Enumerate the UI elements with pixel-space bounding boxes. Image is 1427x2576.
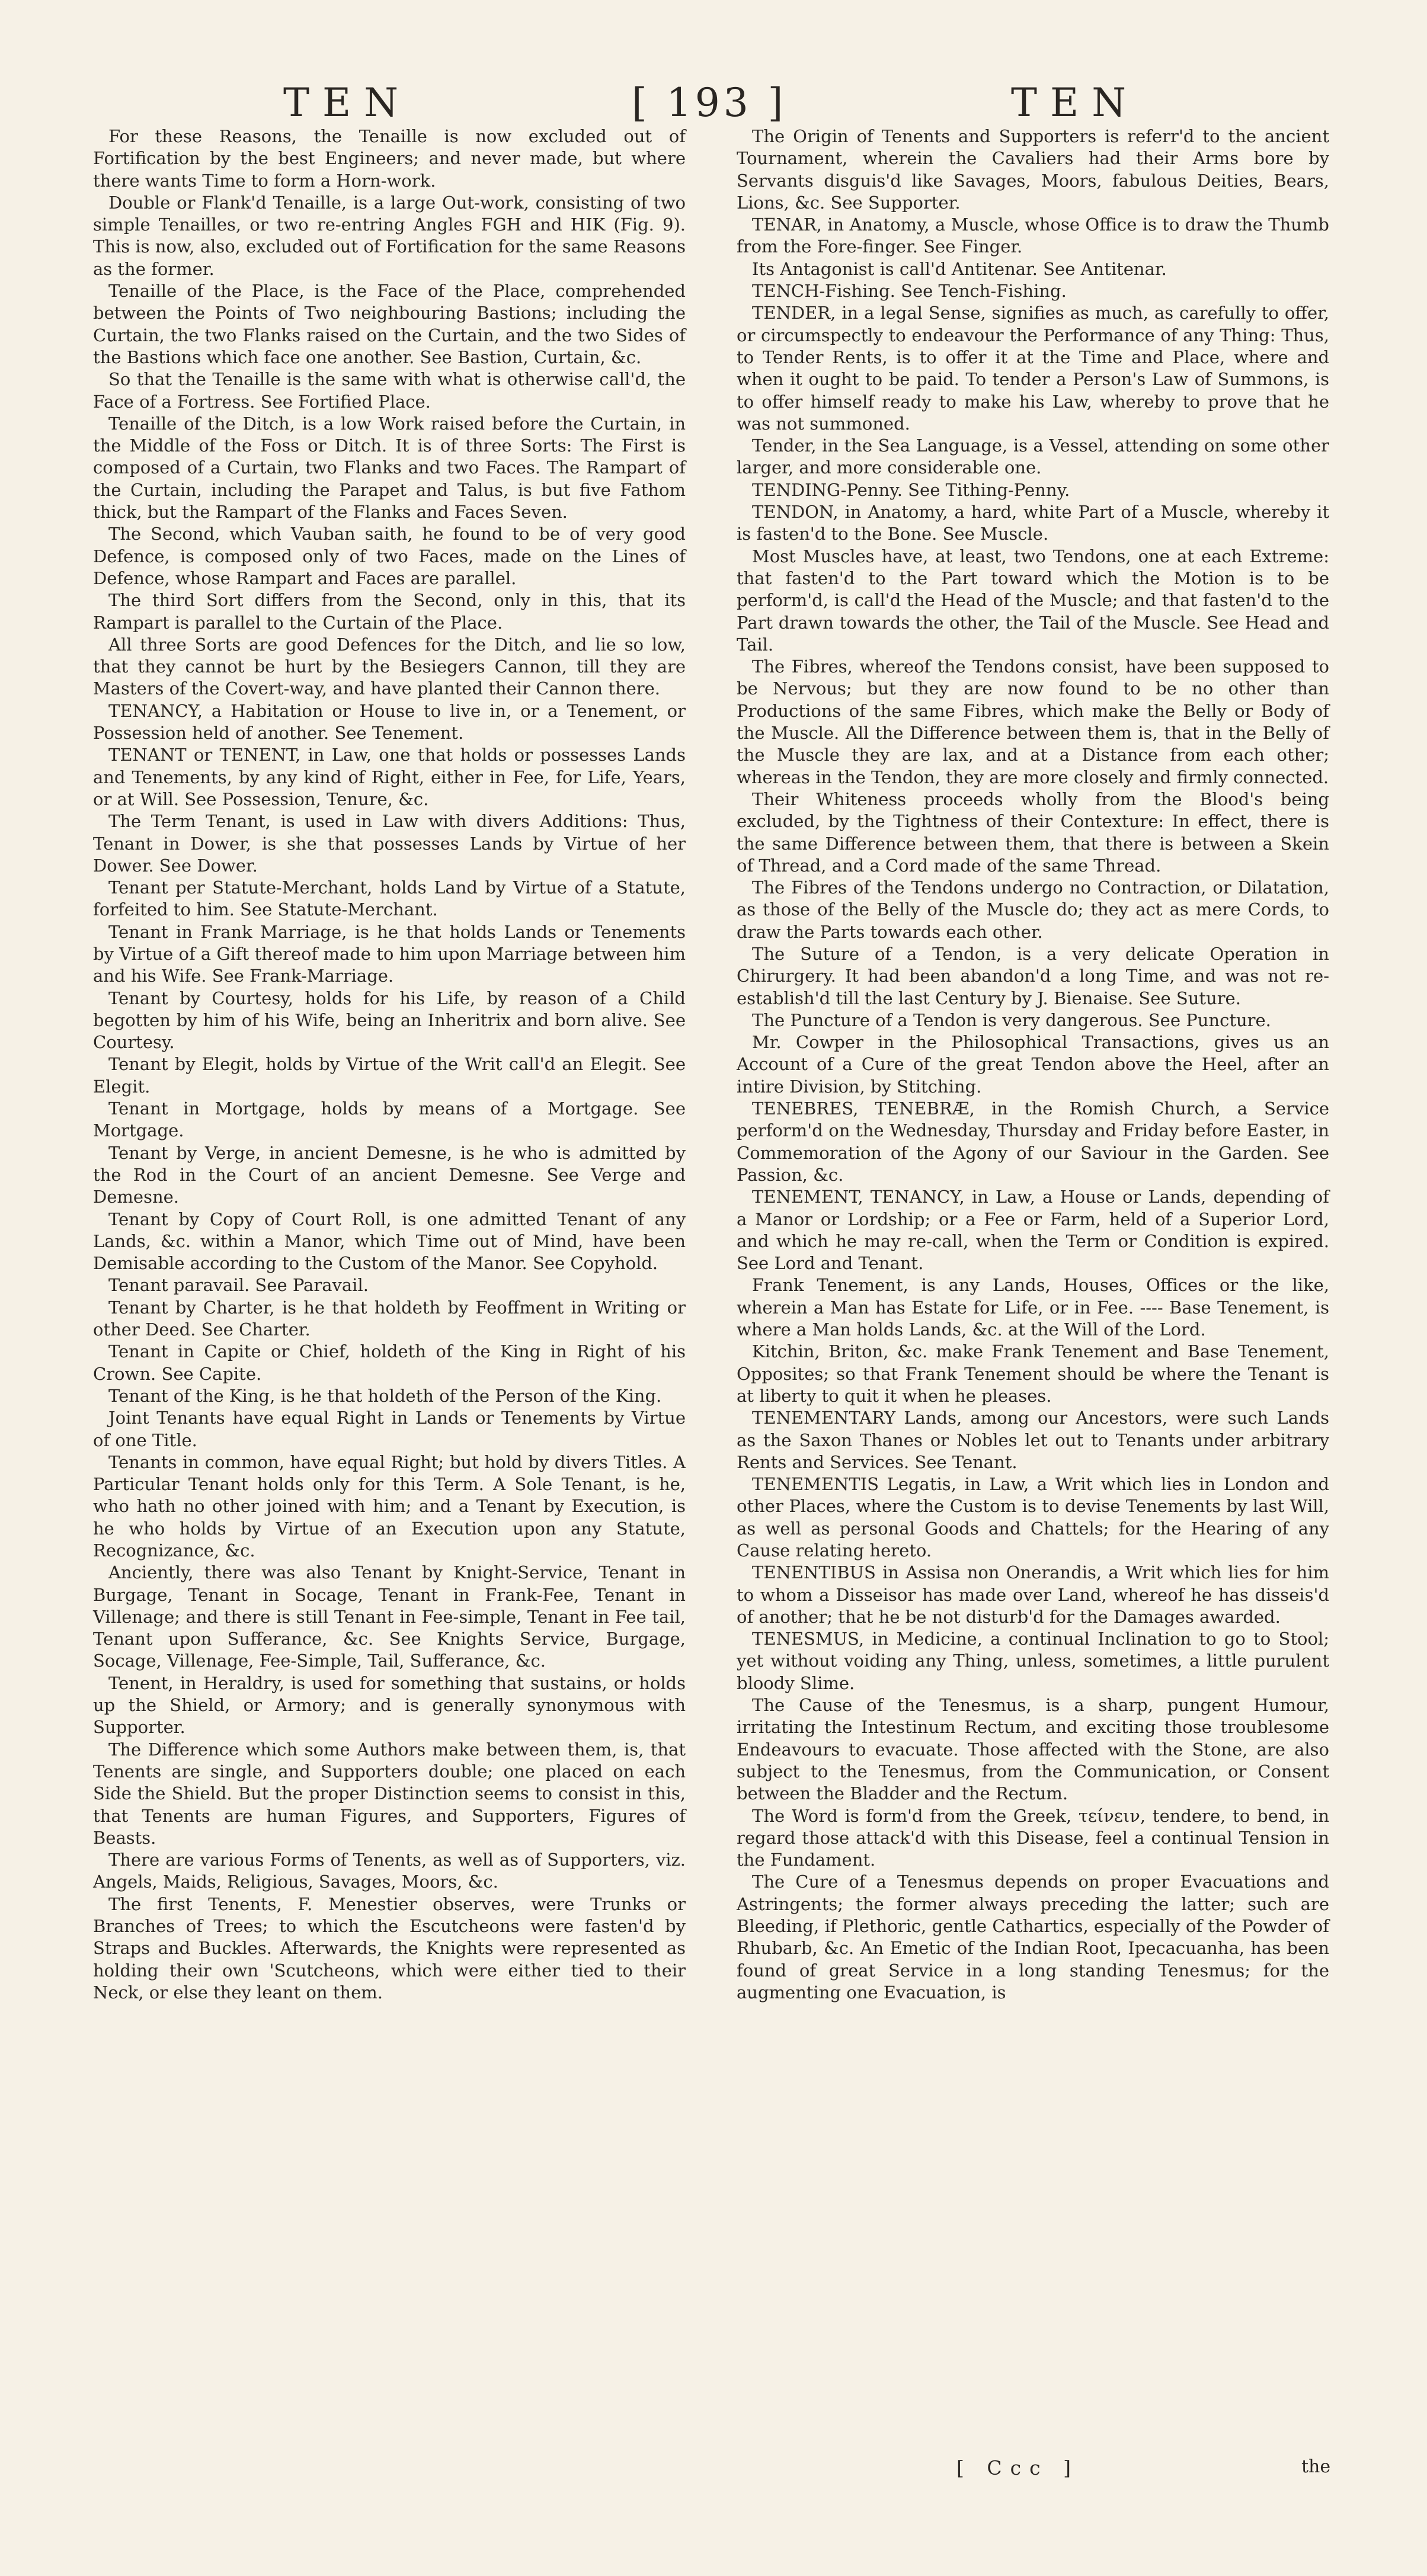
entry-paragraph: Tenant in Capite or Chief, holdeth of the King in Right of his Crown. See Capite. bbox=[93, 1341, 686, 1384]
left-column bbox=[93, 126, 686, 2004]
entry-paragraph: Tenent, in Heraldry, is used for something that sustains, or holds up the Shield, or Armory; and is generally synonymous with Supporter. bbox=[93, 1673, 686, 1738]
entry-paragraph: Tenant by Courtesy, holds for his Life, by reason of a Child begotten by him of his Wife, being an Inheritrix and born alive. See Courtesy. bbox=[93, 988, 686, 1053]
entry-paragraph: The Puncture of a Tendon is very dangerous. See Puncture. bbox=[752, 1010, 1271, 1030]
entry-paragraph: Their Whiteness proceeds wholly from the Blood's being excluded, by the Tightness of their Contexture: In effect, there is the same Difference between them, that there is between a Skein of Thread, and a Cord made of the same Thread. bbox=[737, 789, 1329, 876]
entry-paragraph: TENAR, in Anatomy, a Muscle, whose Office is to draw the Thumb from the Fore-finger. See Finger. bbox=[737, 214, 1329, 257]
entry-paragraph: Frank Tenement, is any Lands, Houses, Offices or the like, wherein a Man has Estate for Life, or in Fee. ---- Base Tenement, is where a Man holds Lands, &c. at the Will of the Lord. bbox=[737, 1275, 1329, 1340]
entry-paragraph: Joint Tenants have equal Right in Lands or Tenements by Virtue of one Title. bbox=[93, 1408, 686, 1450]
entry-paragraph: Tenant in Mortgage, holds by means of a Mortgage. See Mortgage. bbox=[93, 1098, 686, 1141]
entry-paragraph: Tenant by Verge, in ancient Demesne, is he who is admitted by the Rod in the Court of an ancient Demesne. See Verge and Demesne. bbox=[93, 1142, 686, 1207]
entry-paragraph: The Fibres of the Tendons undergo no Contraction, or Dilatation, as those of the Belly of the Muscle do; they act as mere Cords, to draw the Parts towards each other. bbox=[737, 877, 1329, 942]
entry-paragraph: Tender, in the Sea Language, is a Vessel, attending on some other larger, and more considerable one. bbox=[737, 435, 1329, 478]
entry-paragraph: TENEMENTIS Legatis, in Law, a Writ which lies in London and other Places, where the Custom is to devise Tenements by last Will, as well as personal Goods and Chattels; for the Hearing of any Cause relating hereto. bbox=[737, 1474, 1329, 1561]
entry-paragraph: All three Sorts are good Defences for the Ditch, and lie so low, that they cannot be hurt by the Besiegers Cannon, till they are Masters of the Covert-way, and have planted their Cannon there. bbox=[93, 634, 686, 699]
entry-paragraph: So that the Tenaille is the same with what is otherwise call'd, the Face of a Fortress. See Fortified Place. bbox=[93, 369, 686, 412]
entry-paragraph: TENDON, in Anatomy, a hard, white Part of a Muscle, whereby it is fasten'd to the Bone. See Muscle. bbox=[737, 502, 1329, 544]
entry-paragraph: Tenant in Frank Marriage, is he that holds Lands or Tenements by Virtue of a Gift thereof made to him upon Marriage between him and his Wife. See Frank-Marriage. bbox=[93, 921, 686, 986]
entry-paragraph: TENANCY, a Habitation or House to live in, or a Tenement, or Possession held of another. See Tenement. bbox=[93, 700, 686, 744]
entry-paragraph: Tenant of the King, is he that holdeth of the Person of the King. bbox=[108, 1385, 662, 1406]
entry-paragraph: The Cause of the Tenesmus, is a sharp, pungent Humour, irritating the Intestinum Rectum, and exciting those troublesome Endeavours to evacuate. Those affected with the Stone, are also subject to the Tenesmus, from the Communication, or Consent between the Bladder and the Rectum. bbox=[737, 1695, 1329, 1804]
entry-paragraph: The Term Tenant, is used in Law with divers Additions: Thus, Tenant in Dower, is she that possesses Lands by Virtue of her Dower. See Dower. bbox=[93, 811, 686, 876]
entry-paragraph: Kitchin, Briton, &c. make Frank Tenement and Base Tenement, Opposites; so that Frank Tenement should be where the Tenant is at liberty to quit it when he pleases. bbox=[737, 1341, 1329, 1406]
entry-paragraph: The Difference which some Authors make between them, is, that Tenents are single, and Supporters double; one placed on each Side the Shield. But the proper Distinction seems to consist in this, that Tenents are human Figures, and Supporters, Figures of Beasts. bbox=[93, 1739, 686, 1848]
entry-paragraph: Tenant paravail. See Paravail. bbox=[108, 1275, 369, 1296]
entry-paragraph: Double or Flank'd Tenaille, is a large Out-work, consisting of two simple Tenailles, or two re-entring Angles FGH and HIK (Fig. 9). This is now, also, excluded out of Fortification for the same Reasons as the former. bbox=[93, 192, 686, 279]
entry-paragraph: TENDING-Penny. See Tithing-Penny. bbox=[752, 479, 1070, 500]
entry-paragraph: Tenaille of the Ditch, is a low Work raised before the Curtain, in the Middle of the Foss or Ditch. It is of three Sorts: The First is composed of a Curtain, two Flanks and two Faces. The Rampart of the Curtain, including the Parapet and Talus, is but five Fathom thick, but the Rampart of the Flanks and Faces Seven. bbox=[93, 413, 686, 523]
entry-paragraph: TENEBRES, TENEBRÆ, in the Romish Church, a Service perform'd on the Wednesday, Thursday and Friday before Easter, in Commemoration of the Agony of our Saviour in the Garden. See Passion, &c. bbox=[737, 1098, 1329, 1185]
entry-paragraph: Most Muscles have, at least, two Tendons, one at each Extreme: that fasten'd to the Part toward which the Motion is to be perform'd, is call'd the Head of the Muscle; and that fasten'd to the Part drawn towards the other, the Tail of the Muscle. See Head and Tail. bbox=[737, 546, 1329, 655]
entry-paragraph: The Word is form'd from the Greek, τείνειν, tendere, to bend, in regard those attack'd with this Disease, feel a continual Tension in the Fundament. bbox=[737, 1805, 1329, 1870]
running-head-right: TEN bbox=[1011, 80, 1139, 126]
entry-paragraph: TENEMENTARY Lands, among our Ancestors, were such Lands as the Saxon Thanes or Nobles let out to Tenants under arbitrary Rents and Services. See Tenant. bbox=[737, 1408, 1329, 1472]
entry-paragraph: Tenant per Statute-Merchant, holds Land by Virtue of a Statute, forfeited to him. See Statute-Merchant. bbox=[93, 877, 686, 920]
entry-paragraph: Tenant by Copy of Court Roll, is one admitted Tenant of any Lands, &c. within a Manor, which Time out of Mind, have been Demisable according to the Custom of the Manor. See Copyhold. bbox=[93, 1209, 686, 1274]
entry-paragraph: There are various Forms of Tenents, as well as of Supporters, viz. Angels, Maids, Religious, Savages, Moors, &c. bbox=[93, 1850, 686, 1892]
entry-paragraph: TENEMENT, TENANCY, in Law, a House or Lands, depending of a Manor or Lordship; or a Fee or Farm, held of a Superior Lord, and which he may re-call, when the Term or Condition is expired. See Lord and Tenant. bbox=[737, 1187, 1329, 1274]
entry-paragraph: The third Sort differs from the Second, only in this, that its Rampart is parallel to the Curtain of the Place. bbox=[93, 590, 686, 633]
entry-paragraph: Anciently, there was also Tenant by Knight-Service, Tenant in Burgage, Tenant in Socage, Tenant in Frank-Fee, Tenant in Villenage; and there is still Tenant in Fee-simple, Tenant in Fee tail, Tenant upon Sufferance, &c. See Knights Service, Burgage, Socage, Villenage, Fee-Simple, Tail, Sufferance, &c. bbox=[93, 1562, 686, 1671]
entry-paragraph: TENENTIBUS in Assisa non Onerandis, a Writ which lies for him to whom a Disseisor has made over Land, whereof he has disseis'd of another; that he be not disturb'd for the Damages awarded. bbox=[737, 1562, 1329, 1627]
entry-paragraph: Tenaille of the Place, is the Face of the Place, comprehended between the Points of Two neighbouring Bastions; including the Curtain, the two Flanks raised on the Curtain, and the two Sides of the Bastions which face one another. See Bastion, Curtain, &c. bbox=[93, 281, 686, 367]
running-head-left: TEN bbox=[283, 80, 411, 126]
entry-paragraph: The Suture of a Tendon, is a very delicate Operation in Chirurgery. It had been abandon'd a long Time, and was not re-establish'd till the last Century by J. Bienaise. See Suture. bbox=[737, 943, 1329, 1008]
entry-paragraph: Tenant by Elegit, holds by Virtue of the Writ call'd an Elegit. See Elegit. bbox=[93, 1054, 686, 1097]
entry-paragraph: Its Antagonist is call'd Antitenar. See Antitenar. bbox=[752, 258, 1167, 279]
catchword: the bbox=[1301, 2456, 1331, 2477]
signature-mark: [ Ccc ] bbox=[956, 2456, 1079, 2479]
entry-paragraph: The Fibres, whereof the Tendons consist, have been supposed to be Nervous; but they are now found to be no other than Productions of the same Fibres, which make the Belly or Body of the Muscle. All the Difference between them is, that in the Belly of the Muscle they are lax, and at a Distance from each other; whereas in the Tendon, they are more closely and firmly connected. bbox=[737, 656, 1329, 787]
entry-paragraph: TENCH-Fishing. See Tench-Fishing. bbox=[752, 281, 1067, 302]
entry-paragraph: The first Tenents, F. Menestier observes, were Trunks or Branches of Trees; to which the Escutcheons were fasten'd by Straps and Buckles. Afterwards, the Knights were represented as holding their own 'Scutcheons, which were either tied to their Neck, or else they leant on them. bbox=[93, 1893, 686, 2003]
entry-paragraph: TENDER, in a legal Sense, signifies as much, as carefully to offer, or circumspectly to endeavour the Performance of any Thing: Thus, to Tender Rents, is to offer it at the Time and Place, where and when it ought to be paid. To tender a Person's Law of Summons, is to offer himself ready to make his Law, whereby to prove that he was not summoned. bbox=[737, 303, 1329, 434]
entry-paragraph: For these Reasons, the Tenaille is now excluded out of Fortification by the best Engineers; and never made, but where there wants Time to form a Horn-work. bbox=[93, 126, 686, 191]
entry-paragraph: The Second, which Vauban saith, he found to be of very good Defence, is composed only of two Faces, made on the Lines of Defence, whose Rampart and Faces are parallel. bbox=[93, 524, 686, 588]
entry-paragraph: TENANT or TENENT, in Law, one that holds or possesses Lands and Tenements, by any kind of Right, either in Fee, for Life, Years, or at Will. See Possession, Tenure, &c. bbox=[93, 745, 686, 809]
entry-paragraph: Tenants in common, have equal Right; but hold by divers Titles. A Particular Tenant holds only for this Term. A Sole Tenant, is he, who hath no other joined with him; and a Tenant by Execution, is he who holds by Virtue of an Execution upon any Statute, Recognizance, &c. bbox=[93, 1452, 686, 1561]
entry-paragraph: Mr. Cowper in the Philosophical Transactions, gives us an Account of a Cure of the great Tendon above the Heel, after an intire Division, by Stitching. bbox=[737, 1032, 1329, 1097]
right-column bbox=[737, 126, 1329, 2004]
entry-paragraph: TENESMUS, in Medicine, a continual Inclination to go to Stool; yet without voiding any Thing, unless, sometimes, a little purulent bloody Slime. bbox=[737, 1629, 1329, 1693]
entry-paragraph: Tenant by Charter, is he that holdeth by Feoffment in Writing or other Deed. See Charter. bbox=[93, 1297, 686, 1340]
entry-paragraph: The Origin of Tenents and Supporters is referr'd to the ancient Tournament, wherein the Cavaliers had their Arms bore by Servants disguis'd like Savages, Moors, fabulous Deities, Bears, Lions, &c. See Supporter. bbox=[737, 126, 1329, 213]
page-number: [ 193 ] bbox=[632, 80, 787, 126]
entry-paragraph: The Cure of a Tenesmus depends on proper Evacuations and Astringents; the former always preceding the latter; such are Bleeding, if Plethoric, gentle Cathartics, especially of the Powder of Rhubarb, &c. An Emetic of the Indian Root, Ipecacuanha, has been found of great Service in a long standing Tenesmus; for the augmenting one Evacuation, is bbox=[737, 1872, 1329, 2003]
